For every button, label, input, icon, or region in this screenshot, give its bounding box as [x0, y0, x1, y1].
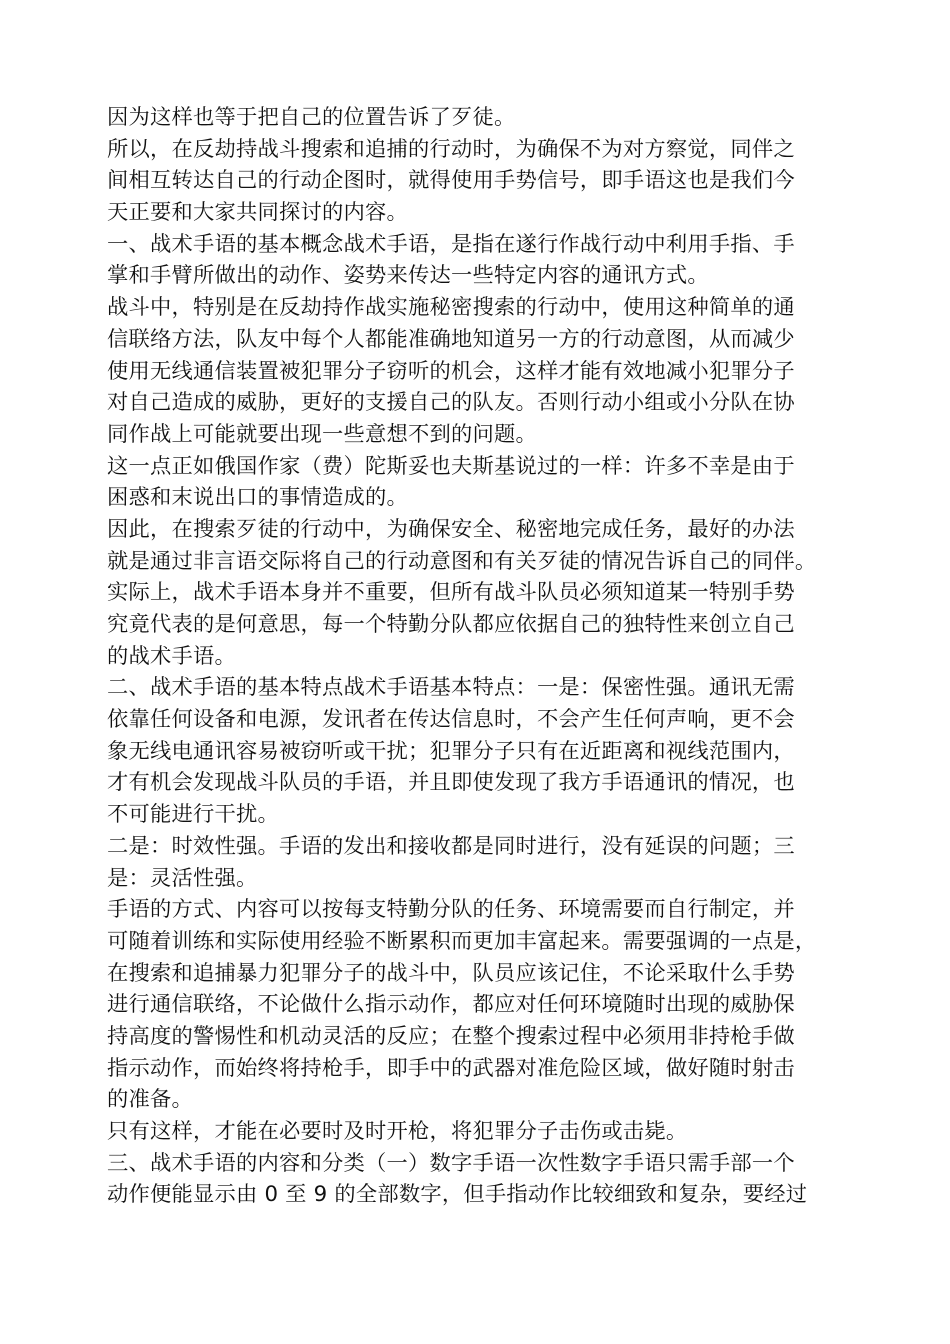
text-line: 同作战上可能就要出现一些意想不到的问题。 [107, 421, 537, 447]
text-line: 使用无线通信装置被犯罪分子窃听的机会，这样才能有效地减小犯罪分子 [107, 358, 795, 384]
text-line: 困惑和末说出口的事情造成的。 [107, 485, 408, 511]
text-line: 一、战术手语的基本概念战术手语，是指在遂行作战行动中利用手指、手 [107, 231, 795, 257]
text-line: 动作便能显示由 0 至 9 的全部数字，但手指动作比较细致和复杂，要经过 [107, 1182, 808, 1208]
text-line: 指示动作，而始终将持枪手，即手中的武器对准危险区域，做好随时射击 [107, 1055, 795, 1081]
text-line: 究竟代表的是何意思，每一个特勤分队都应依据自己的独特性来创立自己 [107, 612, 795, 637]
text-line: 不可能进行干扰。 [107, 802, 279, 828]
text-line: 因此，在搜索歹徒的行动中，为确保安全、秘密地完成任务，最好的办法 [107, 516, 795, 542]
text-line: 进行通信联络，不论做什么指示动作，都应对任何环境随时出现的威胁保 [107, 992, 795, 1018]
text-line: 依靠任何设备和电源，发讯者在传达信息时，不会产生任何声响，更不会 [107, 707, 795, 733]
text-line: 掌和手臂所做出的动作、姿势来传达一些特定内容的通讯方式。 [107, 263, 709, 289]
text-line: 三、战术手语的内容和分类（一）数字手语一次性数字手语只需手部一个 [107, 1150, 795, 1176]
text-line: 这一点正如俄国作家（费）陀斯妥也夫斯基说过的一样：许多不幸是由于 [107, 453, 795, 479]
text-line: 所以，在反劫持战斗搜索和追捕的行动时，为确保不为对方察觉，同伴之 [107, 136, 795, 162]
text-line: 可随着训练和实际使用经验不断累积而更加丰富起来。需要强调的一点是， [107, 928, 817, 954]
text-line: 对自己造成的威胁，更好的支援自己的队友。否则行动小组或小分队在协 [107, 390, 795, 416]
text-line: 的战术手语。 [107, 643, 236, 669]
text-line: 的准备。 [107, 1087, 193, 1113]
text-line: 就是通过非言语交际将自己的行动意图和有关歹徒的情况告诉自己的同伴。 [107, 548, 817, 574]
text-line: 才有机会发现战斗队员的手语，并且即使发现了我方手语通讯的情况，也 [107, 770, 795, 796]
text-line: 持高度的警惕性和机动灵活的反应；在整个搜索过程中必须用非持枪手做 [107, 1023, 795, 1049]
text-line: 战斗中，特别是在反劫持作战实施秘密搜索的行动中，使用这种简单的通 [107, 295, 795, 321]
text-line: 间相互转达自己的行动企图时，就得使用手势信号，即手语这也是我们今 [107, 168, 795, 194]
document-body [107, 102, 857, 1211]
text-line: 二是：时效性强。手语的发出和接收都是同时进行，没有延误的问题；三 [107, 833, 795, 859]
text-line: 在搜索和追捕暴力犯罪分子的战斗中，队员应该记住，不论采取什么手势 [107, 960, 795, 986]
text-line: 二、战术手语的基本特点战术手语基本特点：一是：保密性强。通讯无需 [107, 675, 795, 701]
text-line: 是：灵活性强。 [107, 865, 258, 891]
text-line: 信联络方法，队友中每个人都能准确地知道另一方的行动意图，从而减少 [107, 326, 795, 352]
text-line: 因为这样也等于把自己的位置告诉了歹徒。 [107, 105, 516, 130]
text-line: 实际上，战术手语本身并不重要，但所有战斗队员必须知道某一特别手势 [107, 580, 795, 606]
text-line: 天正要和大家共同探讨的内容。 [107, 200, 408, 226]
text-line: 手语的方式、内容可以按每支特勤分队的任务、环境需要而自行制定，并 [107, 897, 795, 923]
text-line: 只有这样，才能在必要时及时开枪，将犯罪分子击伤或击毙。 [107, 1119, 688, 1144]
text-line: 象无线电通讯容易被窃听或干扰；犯罪分子只有在近距离和视线范围内， [107, 738, 795, 764]
